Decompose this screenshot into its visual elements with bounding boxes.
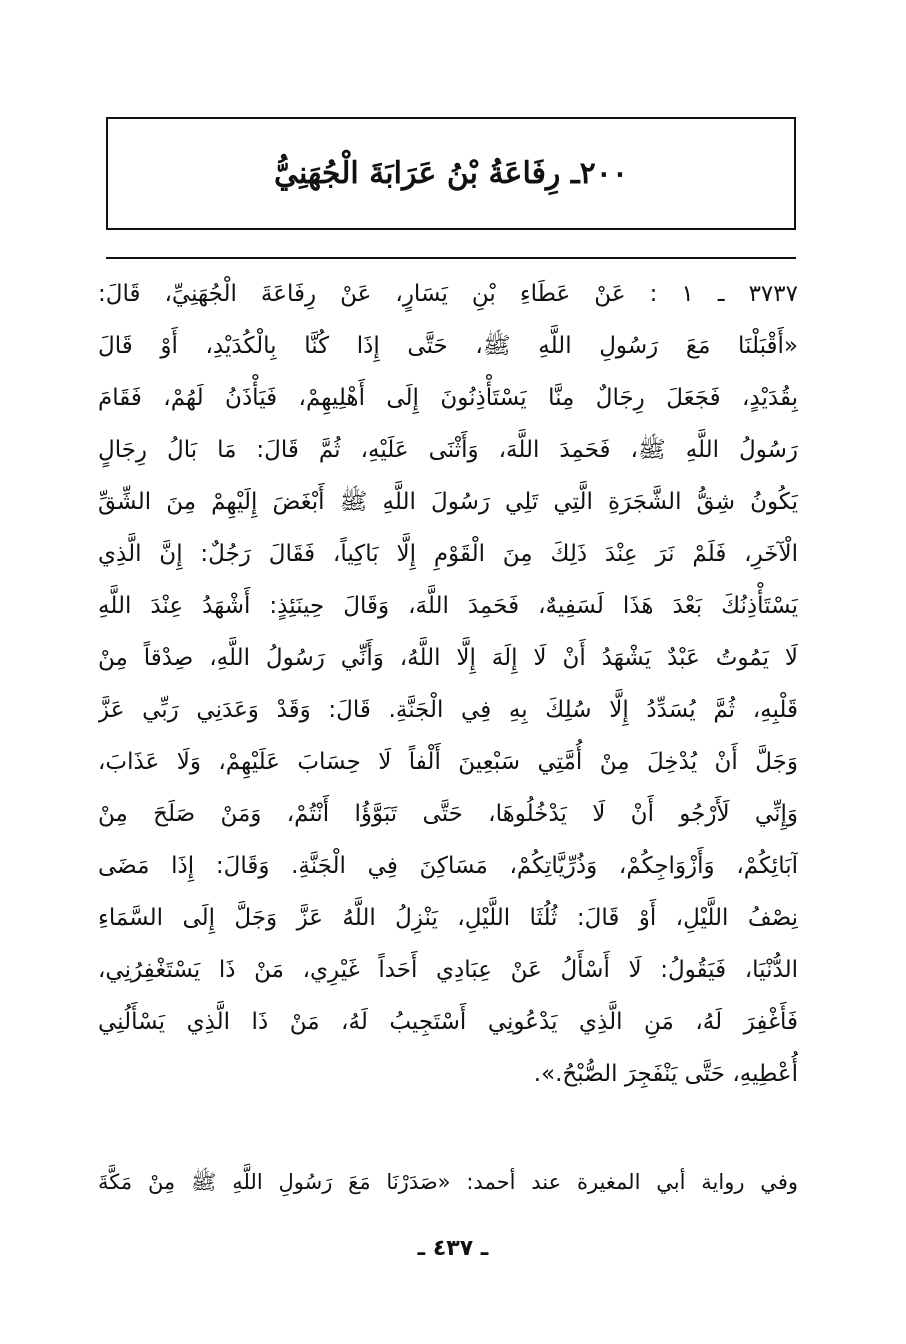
hadith-line: لَا يَمُوتُ عَبْدٌ يَشْهَدُ أَنْ لَا إِلَهَ إِلَّا اللَّهُ، وَأَنِّي رَسُولُ اللَّهِ، صِدْقاً مِنْ [98, 645, 798, 671]
hadith-line: «أَقْبَلْنَا مَعَ رَسُولِ اللَّهِ ﷺ، حَتَّى إِذَا كُنَّا بِالْكُدَيْدِ، أَوْ قَالَ [98, 333, 798, 359]
hadith-line: أُعْطِيهِ، حَتَّى يَنْفَجِرَ الصُّبْحُ.». [533, 1061, 798, 1087]
hadith-text [98, 268, 798, 1100]
hadith-line: قَلْبِهِ، ثُمَّ يُسَدِّدُ إِلَّا سُلِكَ بِهِ فِي الْجَنَّةِ. قَالَ: وَقَدْ وَعَدَنِي رَبِّي عَزَّ [98, 697, 798, 723]
hadith-line: الْآخَرِ، فَلَمْ نَرَ عِنْدَ ذَلِكَ مِنَ الْقَوْمِ إِلَّا بَاكِياً، فَقَالَ رَجُلٌ: إِنَّ الَّذِي [98, 541, 798, 567]
hadith-line: بِقُدَيْدٍ، فَجَعَلَ رِجَالٌ مِنَّا يَسْتَأْذِنُونَ إِلَى أَهْلِيهِمْ، فَيَأْذَنُ لَهُمْ، فَقَامَ [98, 385, 798, 411]
hadith-line: يَكُونُ شِقُّ الشَّجَرَةِ الَّتِي تَلِي رَسُولَ اللَّهِ ﷺ أَبْغَضَ إِلَيْهِمْ مِنَ الشِّقِّ [98, 489, 798, 515]
chapter-title-box [106, 117, 796, 230]
hadith-line: فَأَغْفِرَ لَهُ، مَنِ الَّذِي يَدْعُونِي أَسْتَجِيبُ لَهُ، مَنْ ذَا الَّذِي يَسْأَلُنِي [98, 1009, 798, 1035]
chapter-title: ٢٠٠ـ رِفَاعَةُ بْنُ عَرَابَةَ الْجُهَنِيُّ [274, 156, 628, 191]
hadith-line: وَإِنِّي لَأَرْجُو أَنْ لَا يَدْخُلُوهَا، حَتَّى تَبَوَّؤُا أَنْتُمْ، وَمَنْ صَلَحَ مِنْ [98, 801, 798, 827]
hadith-line: آبَائِكُمْ، وَأَزْوَاجِكُمْ، وَذُرِّيَّاتِكُمْ، مَسَاكِنَ فِي الْجَنَّةِ. وَقَالَ: إِذَا مَضَى [98, 853, 798, 879]
hadith-line: رَسُولُ اللَّهِ ﷺ، فَحَمِدَ اللَّهَ، وَأَثْنَى عَلَيْهِ، ثُمَّ قَالَ: مَا بَالُ رِجَالٍ [98, 437, 798, 463]
hadith-line: يَسْتَأْذِنُكَ بَعْدَ هَذَا لَسَفِيهٌ، فَحَمِدَ اللَّهَ، وَقَالَ حِينَئِذٍ: أَشْهَدُ عِنْدَ اللَّهِ [98, 593, 798, 619]
page-number: ـ ٤٣٧ ـ [417, 1236, 489, 1261]
hadith-line: ٣٧٣٧ ـ ١ : عَنْ عَطَاءِ بْنِ يَسَارٍ، عَنْ رِفَاعَةَ الْجُهَنِيِّ، قَالَ: [98, 281, 798, 307]
hadith-line: وَجَلَّ أَنْ يُدْخِلَ مِنْ أُمَّتِي سَبْعِينَ أَلْفاً لَا حِسَابَ عَلَيْهِمْ، وَلَا عَذَابَ، [98, 749, 798, 775]
narration-note: وفي رواية أبي المغيرة عند أحمد: «صَدَرْنَا مَعَ رَسُولِ اللَّهِ ﷺ مِنْ مَكَّةَ [98, 1170, 798, 1194]
header-divider [106, 257, 796, 259]
hadith-line: نِصْفُ اللَّيْلِ، أَوْ قَالَ: ثُلُثَا اللَّيْلِ، يَنْزِلُ اللَّهُ عَزَّ وَجَلَّ إِلَى السَّمَاءِ [98, 905, 798, 931]
hadith-line: الدُّنْيَا، فَيَقُولُ: لَا أَسْأَلُ عَنْ عِبَادِي أَحَداً غَيْرِي، مَنْ ذَا يَسْتَغْفِرُنِي، [98, 957, 798, 983]
